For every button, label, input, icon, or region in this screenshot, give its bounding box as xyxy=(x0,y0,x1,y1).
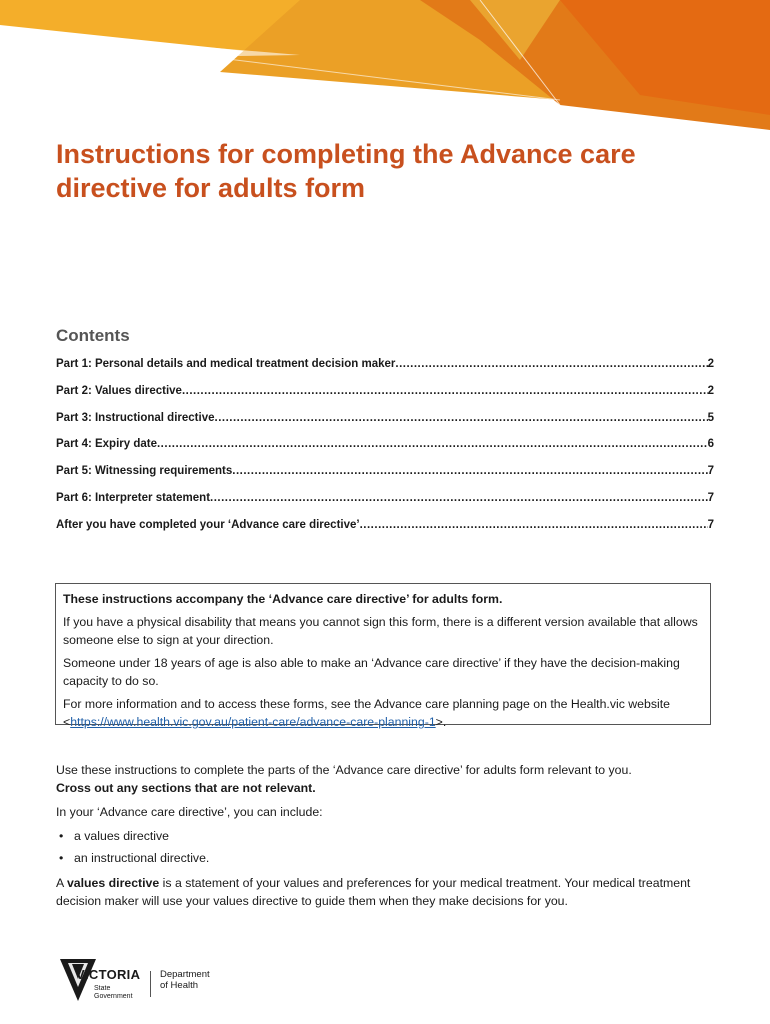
toc-label: After you have completed your ‘Advance care directive’ xyxy=(56,518,360,531)
toc-item-part-5[interactable] xyxy=(56,465,714,492)
logo-divider xyxy=(150,971,151,997)
toc-label: Part 4: Expiry date xyxy=(56,438,157,451)
page-title: Instructions for completing the Advance care directive for adults form xyxy=(56,139,636,203)
info-box-under-18-note: Someone under 18 years of age is also able to make an ‘Advance care directive’ if they have the decision-making capacity to do so. xyxy=(63,656,680,688)
toc-leader xyxy=(395,358,707,370)
toc-label: Part 2: Values directive xyxy=(56,384,182,397)
toc-leader xyxy=(232,465,707,477)
header-banner xyxy=(0,0,770,130)
info-box-disability-note: If you have a physical disability that means you cannot sign this form, there is a different version available that allows someone else to sign at your direction. xyxy=(63,615,698,647)
victoria-logo xyxy=(58,955,148,1005)
toc-label: Part 3: Instructional directive xyxy=(56,411,215,424)
intro-paragraph xyxy=(56,761,716,797)
include-paragraph: In your ‘Advance care directive’, you can include: xyxy=(56,805,323,819)
toc-page-number: 2 xyxy=(707,358,714,370)
logo-state: State xyxy=(94,985,111,992)
more-info-text-end: >. xyxy=(435,715,447,729)
toc-page-number: 7 xyxy=(707,491,714,504)
victoria-government-logo xyxy=(54,955,234,1005)
department-line-2: of Health xyxy=(160,980,199,991)
toc-leader xyxy=(157,438,708,450)
toc-leader xyxy=(360,519,708,531)
toc-item-part-3[interactable] xyxy=(56,412,714,439)
instructions-body xyxy=(56,761,716,916)
logo-government: Government xyxy=(94,993,133,1000)
toc-leader xyxy=(182,385,708,397)
toc-page-number: 7 xyxy=(707,518,714,531)
values-prefix: A xyxy=(56,876,67,890)
toc-item-part-2[interactable] xyxy=(56,385,714,412)
toc-item-part-4[interactable] xyxy=(56,438,714,465)
toc-page-number: 5 xyxy=(707,411,714,424)
toc-page-number: 6 xyxy=(707,438,714,451)
list-item: • an instructional directive. xyxy=(56,849,716,867)
values-directive-paragraph xyxy=(56,874,716,910)
toc-label: Part 5: Witnessing requirements xyxy=(56,465,233,478)
contents-heading: Contents xyxy=(56,326,130,345)
department-name xyxy=(160,969,210,991)
info-box xyxy=(55,583,711,729)
toc-leader xyxy=(210,492,708,504)
toc-label: Part 1: Personal details and medical treatment decision maker xyxy=(56,358,396,370)
directive-types-list xyxy=(56,827,716,867)
health-vic-link[interactable]: https://www.health.vic.gov.au/patient-care/advance-care-planning-1 xyxy=(70,715,436,729)
toc-leader xyxy=(215,412,708,424)
logo-word: VICTORIA xyxy=(76,967,141,982)
intro-bold-text: Cross out any sections that are not relevant. xyxy=(56,781,316,795)
more-info-text: For more information and to access these forms, see the Advance care planning page on the Health.vic website < xyxy=(63,697,670,729)
toc-page-number: 7 xyxy=(707,465,714,478)
department-line-1: Department xyxy=(160,969,210,980)
toc-label: Part 6: Interpreter statement xyxy=(56,491,211,504)
info-box-more-info xyxy=(63,695,700,731)
info-box-lead: These instructions accompany the ‘Advance care directive’ for adults form. xyxy=(63,592,503,606)
values-description: is a statement of your values and preferences for your medical treatment. Your medical treatment decision maker will use your values directive to guide them when they make decisions for you. xyxy=(56,876,691,908)
toc-page-number: 2 xyxy=(707,384,714,397)
values-directive-term: values directive xyxy=(66,876,160,890)
toc-item-after-completion[interactable] xyxy=(56,519,714,546)
toc-item-part-6[interactable] xyxy=(56,492,714,519)
table-of-contents xyxy=(56,358,714,546)
intro-text: Use these instructions to complete the parts of the ‘Advance care directive’ for adults form relevant to you. xyxy=(56,763,632,777)
toc-item-part-1[interactable] xyxy=(56,358,714,385)
list-item: • a values directive xyxy=(56,827,716,845)
